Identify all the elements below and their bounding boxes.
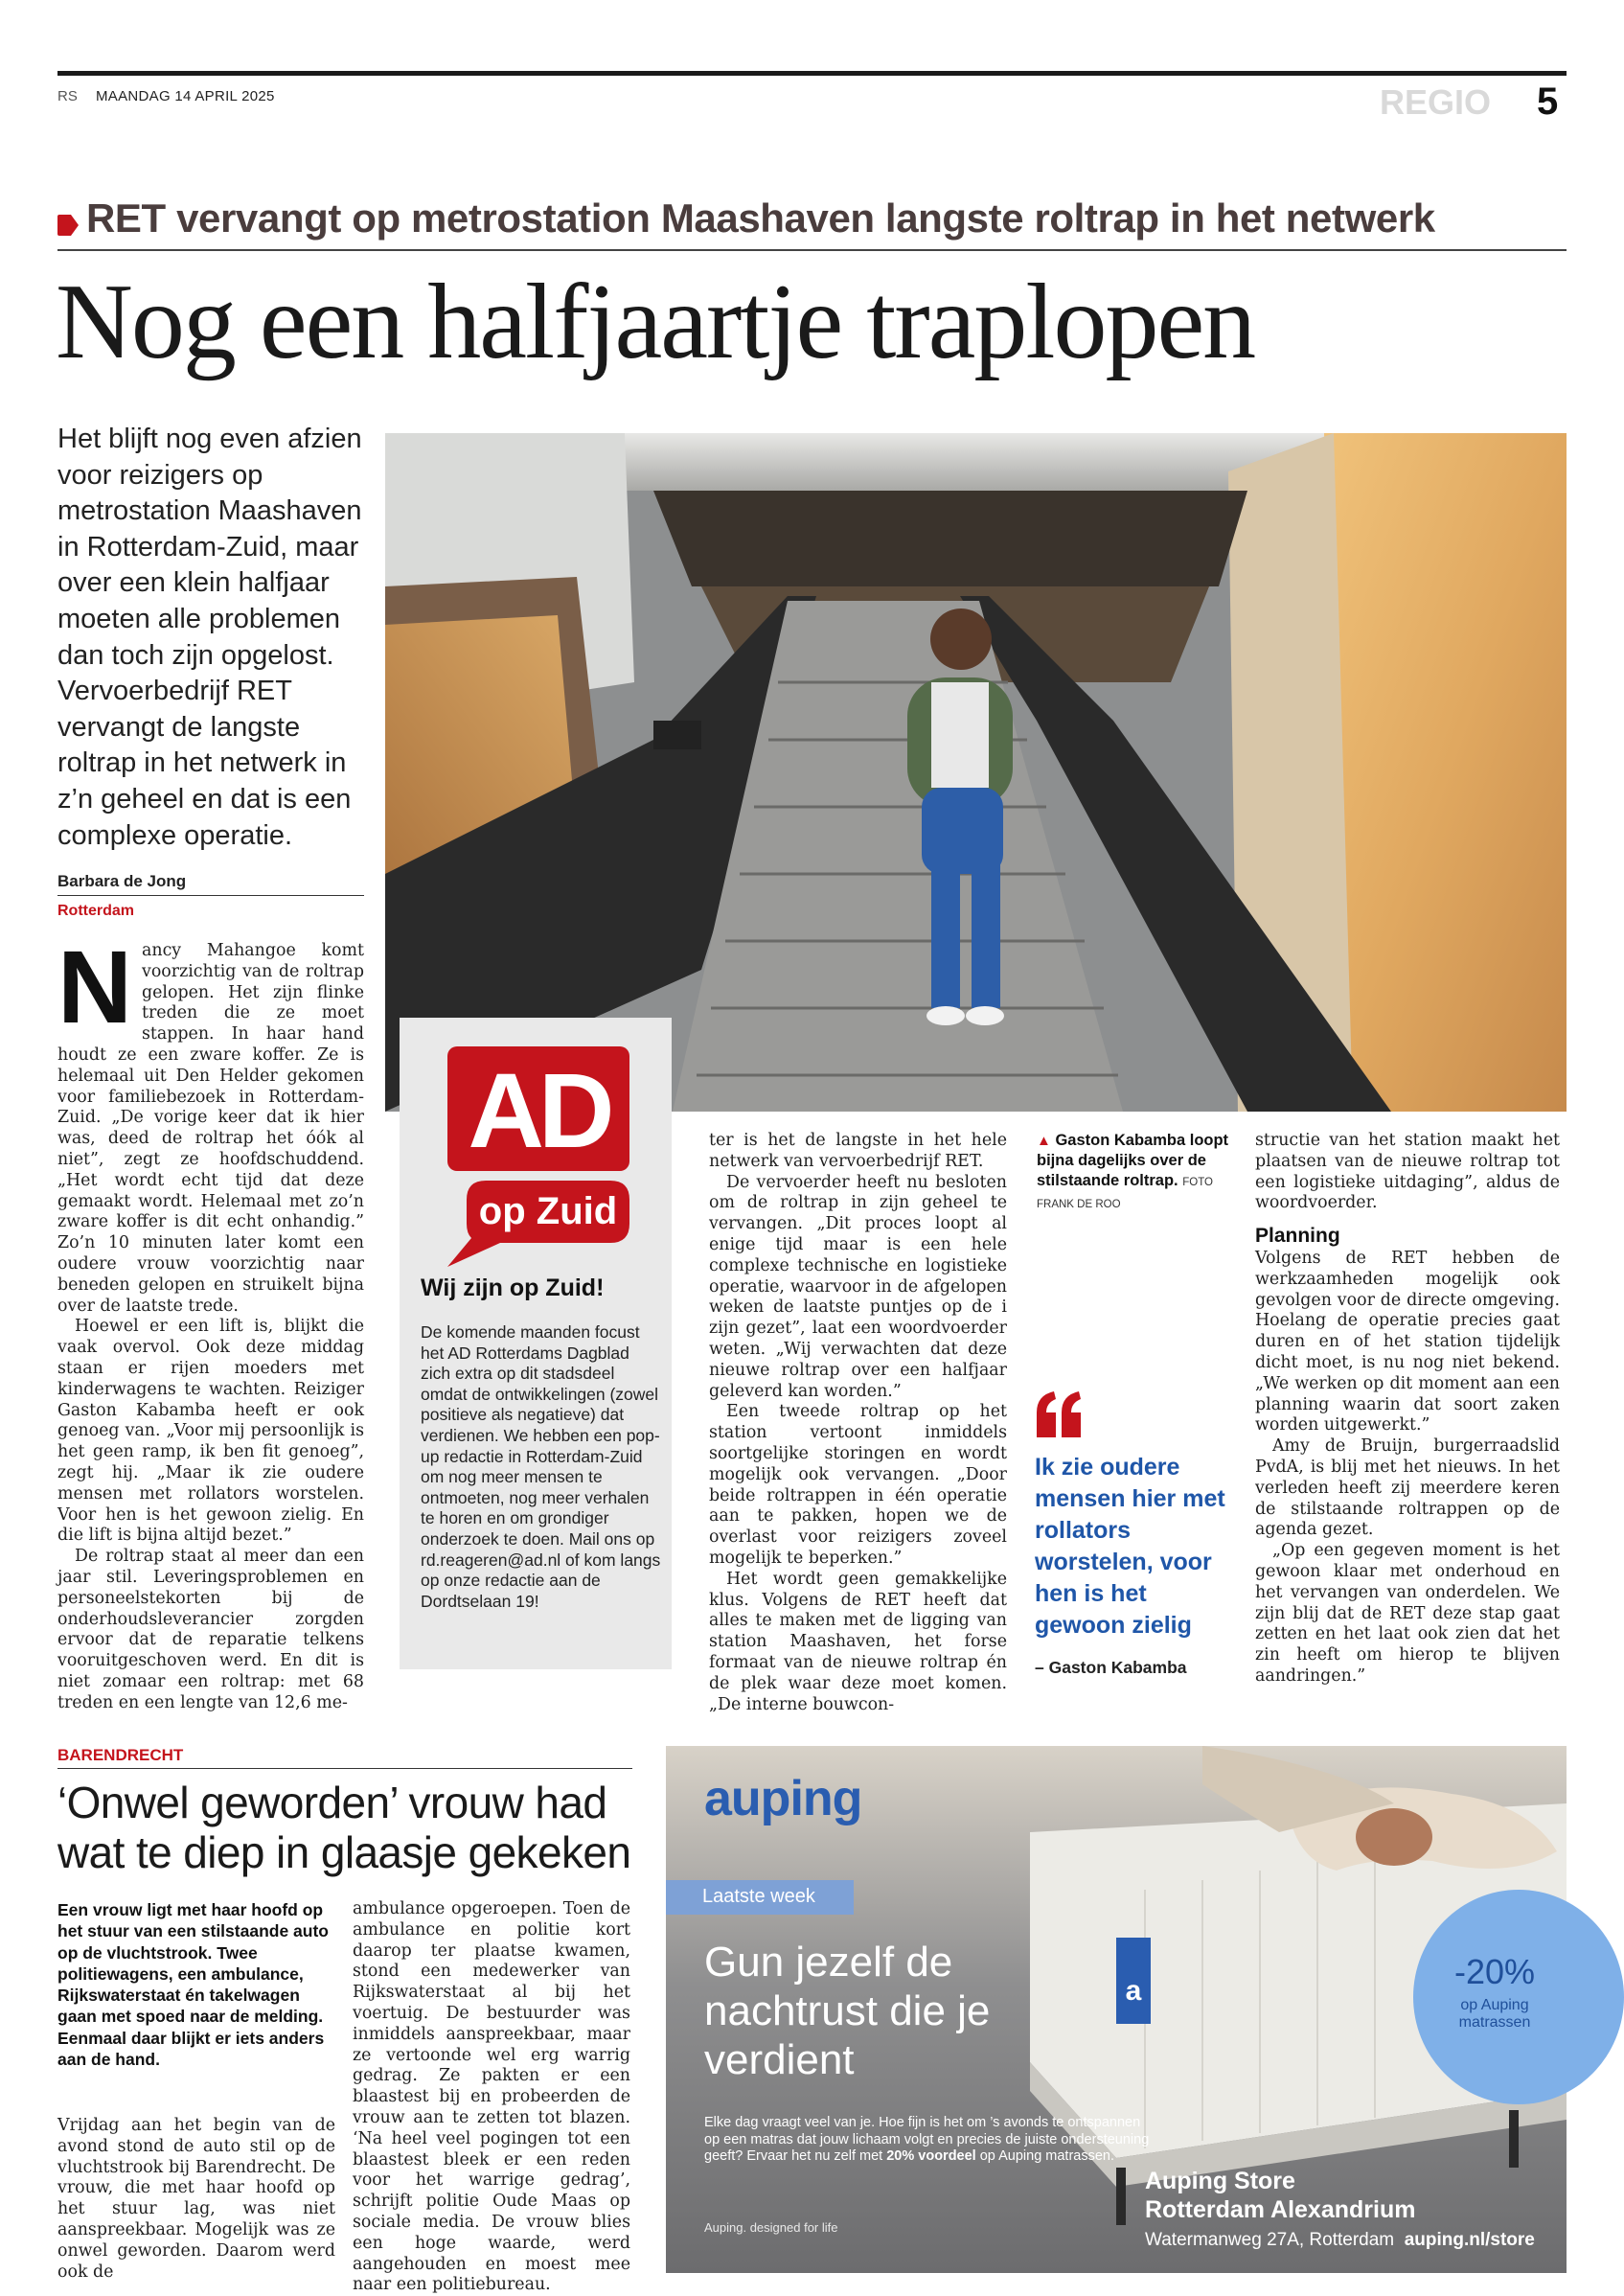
dateline: Rotterdam — [57, 903, 135, 919]
escalator-photo — [385, 433, 1567, 1112]
ad-logo-letters: AD — [468, 1052, 609, 1170]
article-column-1 — [57, 929, 364, 1713]
intro-paragraph: Het blijft nog even afzien voor reizigers op metrostation Maashaven in Rotterdam-Zuid, maar over een klein halfjaar moeten alle problemen dan toch zijn opgelost. Vervoerbedrijf RET vervangt de langste roltrap in het netwerk in z’n geheel en dat is een complexe operatie. — [57, 424, 362, 851]
kicker-text: RET vervangt op metrostation Maashaven langste roltrap in het netwerk — [86, 195, 1435, 241]
ad-op-zuid-promo — [400, 1018, 672, 1669]
pull-quote-author: – Gaston Kabamba — [1035, 1658, 1187, 1677]
kicker — [57, 195, 1567, 249]
paragraph: Vrijdag aan het begin van de avond stond de auto stil op de vluchtstrook bij Barendrecht. De vrouw, die met haar hoofd op het stuur lag, was niet aanspreekbaar. Mogelijk was ze onwel geworden. Daarom werd ook de — [57, 2116, 335, 2282]
paragraph: De vervoerder heeft nu besloten om de roltrap in zijn geheel te vervangen. „Dit proces loopt al enige tijd maar is een hele complexe technische en logistieke operatie, waarvoor in de afgelopen weken de laatste puntjes op de i zijn gezet”, laat een woordvoerder weten. „Wij verwachten dat deze nieuwe roltrap over een halfjaar geleverd kan worden.” — [709, 1172, 1007, 1401]
ad-headline: Gun jezelf de nachtrust die je verdient — [704, 1939, 991, 2083]
edition-code: RS — [57, 88, 78, 104]
paragraph: ancy Mahangoe komt voorzichtig van de roltrap gelopen. Het zijn flinke treden die ze moet stappen. In haar hand houdt ze een zware koffer. Ze is helemaal uit Den Helder gekomen voor familiebezoek in Rotterdam-Zuid. „De vorige keer dat ik hier was, deed de roltrap het óók al niet”, zegt ze hoofdschuddend. „Het wordt echt tijd dat deze gemaakt wordt. Helemaal met zo’n zware koffer is dit echt onhandig.” Zo’n 10 minuten later komt een oudere vrouw voorzichtig naar beneden gelopen en struikelt bijna over de laatste trede. — [57, 941, 364, 1316]
ad-body-text: Elke dag vraagt veel van je. Hoe fijn is het om ’s avonds te ontspannen op een matras dat jouw lichaam volgt en precies de juiste ondersteuning geeft? Ervaar het nu zelf met 20% voordeel op Auping matrassen. — [704, 2115, 1150, 2164]
mattress-label-letter: a — [1125, 1975, 1142, 2007]
issue-date: MAANDAG 14 APRIL 2025 — [96, 88, 275, 104]
headline: Nog een halfjaartje traplopen — [56, 263, 1255, 381]
article-column-4 — [1255, 1131, 1560, 1688]
ad-address: Watermanweg 27A, Rotterdam auping.nl/store — [1145, 2230, 1535, 2250]
caption-text: Gaston Kabamba loopt bijna dagelijks over de stilstaande roltrap. — [1037, 1132, 1229, 1189]
photo-caption — [1037, 1131, 1233, 1215]
discount-percentage: -20% — [1453, 1952, 1536, 1991]
drop-cap: N — [57, 929, 132, 1045]
kicker-rule — [57, 249, 1567, 251]
ad-store-name: Auping Store — [1145, 2168, 1295, 2194]
paragraph: Hoewel er een lift is, blijkt die vaak overvol. Ook deze middag staan er rijen moeders met kinderwagens te wachten. Reiziger Gaston Kabamba heeft er ook genoeg van. „Voor mij persoonlijk is het geen ramp, ik ben fit genoeg”, zegt hij. „Maar ik zie oudere mensen met rollators worstelen. Voor hen is het gewoon zielig. En die lift is bijna altijd bezet.” — [57, 1317, 364, 1546]
article2-lead: Een vrouw ligt met haar hoofd op het stuur van een stilstaande auto op de vluchtstrook. Twee politiewagens, een ambulance, Rijkswaterstaat én takelwagen gaan met spoed naar de melding. Eenmaal daar blijkt er iets anders aan de hand. — [57, 1900, 329, 2070]
paragraph: De roltrap staat al meer dan een jaar stil. Leveringsproblemen en personeelstekorten bij de onderhoudsleverancier zorgden ervoor dat de reparatie telkens vooruitgeschoven werd. En dit is niet zomaar een roltrap: met 68 treden en een lengte van 12,6 me- — [57, 1547, 364, 1712]
top-rule — [57, 71, 1567, 76]
page-number: 5 — [1537, 80, 1559, 123]
paragraph: Het wordt geen gemakkelijke klus. Volgens de RET heeft dat alles te maken met de ligging van station Maashaven, het forse formaat van de nieuwe roltrap én de plek waar deze moet komen. „De interne bouwcon- — [709, 1569, 1007, 1714]
promo-text: De komende maanden focust het AD Rotterdams Dagblad zich extra op dit stadsdeel omdat de ontwikkelingen (zowel positieve als negatieve) dat verdienen. We hebben een pop-up redactie in Rotterdam-Zuid om nog meer mensen te ontmoeten, nog meer verhalen te horen en om grondiger onderzoek te doen. Mail ons op rd.reageren@ad.nl of kom langs op onze redactie aan de Dordtselaan 19! — [421, 1322, 661, 1611]
article-column-2 — [709, 1131, 1007, 1715]
ad-website-link[interactable]: auping.nl/store — [1404, 2230, 1535, 2250]
paragraph: Volgens de RET hebben de werkzaamheden mogelijk ook gevolgen voor de directe omgeving. Hoelang de operatie precies gaat duren en of het station tijdelijk dicht moet, is nu nog niet bekend. „We werken op dit moment aan een planning waarin dat soort zaken worden uitgewerkt.” — [1255, 1248, 1560, 1435]
paragraph: structie van het station maakt het plaatsen van de nieuwe roltrap tot een logistieke uitdaging”, aldus de woordvoerder. — [1255, 1131, 1560, 1213]
paragraph: ambulance opgeroepen. Toen de ambulance en politie kort daarop ter plaatse kwamen, stond een medewerker van Rijkswaterstaat al bij het voertuig. De bestuurder was inmiddels aanspreekbaar, maar ze vertoonde wel erg warrig gedrag. Ze pakten er een blaastest bij en probeerden de vrouw aan te zetten tot blazen. ‘Na heel veel pogingen tot een blaastest bleek er een reden voor het warrige gedrag’, schrijft politie Oude Maas op sociale media. De vrouw blies een hoge waarde, werd aangehouden en moest mee naar een politiebureau. — [353, 1899, 630, 2295]
auping-logo[interactable]: auping — [704, 1771, 862, 1826]
article2-headline: ‘Onwel geworden’ vrouw had wat te diep in glaasje gekeken — [57, 1778, 631, 1877]
article2-rule — [57, 1768, 632, 1769]
promo-title: Wij zijn op Zuid! — [421, 1274, 605, 1301]
byline-rule — [57, 895, 364, 896]
caption-arrow-icon: ▲ — [1037, 1133, 1051, 1149]
quote-mark-icon — [1035, 1391, 1083, 1439]
article2-column-1 — [57, 2116, 335, 2283]
discount-subtext: op Auping matrassen — [1458, 1997, 1531, 2031]
auping-advertisement[interactable] — [666, 1746, 1567, 2273]
paragraph: Amy de Bruijn, burgerraadslid PvdA, is blij met het nieuws. In het verleden heeft zij meerdere keren de stilstaande roltrappen op de agenda gezet. — [1255, 1436, 1560, 1540]
paragraph: „Op een gegeven moment is het gewoon klaar met onderhoud en het vervangen van onderdelen. We zijn blij dat de RET deze stap gaat zetten en het laat ook zien dat het zin heeft om hierop te blijven aandringen.” — [1255, 1541, 1560, 1686]
ad-logo-sub: op Zuid — [478, 1190, 618, 1232]
pull-quote: Ik zie oudere mensen hier met rollators worstelen, voor hen is het gewoon zielig — [1035, 1454, 1225, 1639]
subheading: Planning — [1255, 1225, 1340, 1248]
ad-badge: Laatste week — [666, 1880, 854, 1915]
section-label: REGIO — [1380, 82, 1492, 122]
article2-column-2 — [353, 1899, 630, 2296]
ad-store-location: Rotterdam Alexandrium — [1145, 2196, 1416, 2223]
arrow-bullet-icon — [57, 215, 79, 236]
paragraph: Een tweede roltrap op het station vertoont inmiddels soortgelijke storingen en wordt mogelijk ook vervangen. „Door beide roltrappen in één operatie aan te pakken, hopen we de overlast voor reizigers zoveel mogelijk te beperken.” — [709, 1402, 1007, 1568]
byline: Barbara de Jong — [57, 872, 187, 890]
paragraph: ter is het de langste in het hele netwerk van vervoerbedrijf RET. — [709, 1131, 1007, 1171]
article2-label: BARENDRECHT — [57, 1746, 184, 1764]
photo-credit: FOTO FRANK DE ROO — [1037, 1177, 1213, 1210]
ad-op-zuid-logo — [447, 1046, 629, 1267]
ad-tagline: Auping. designed for life — [704, 2220, 838, 2235]
